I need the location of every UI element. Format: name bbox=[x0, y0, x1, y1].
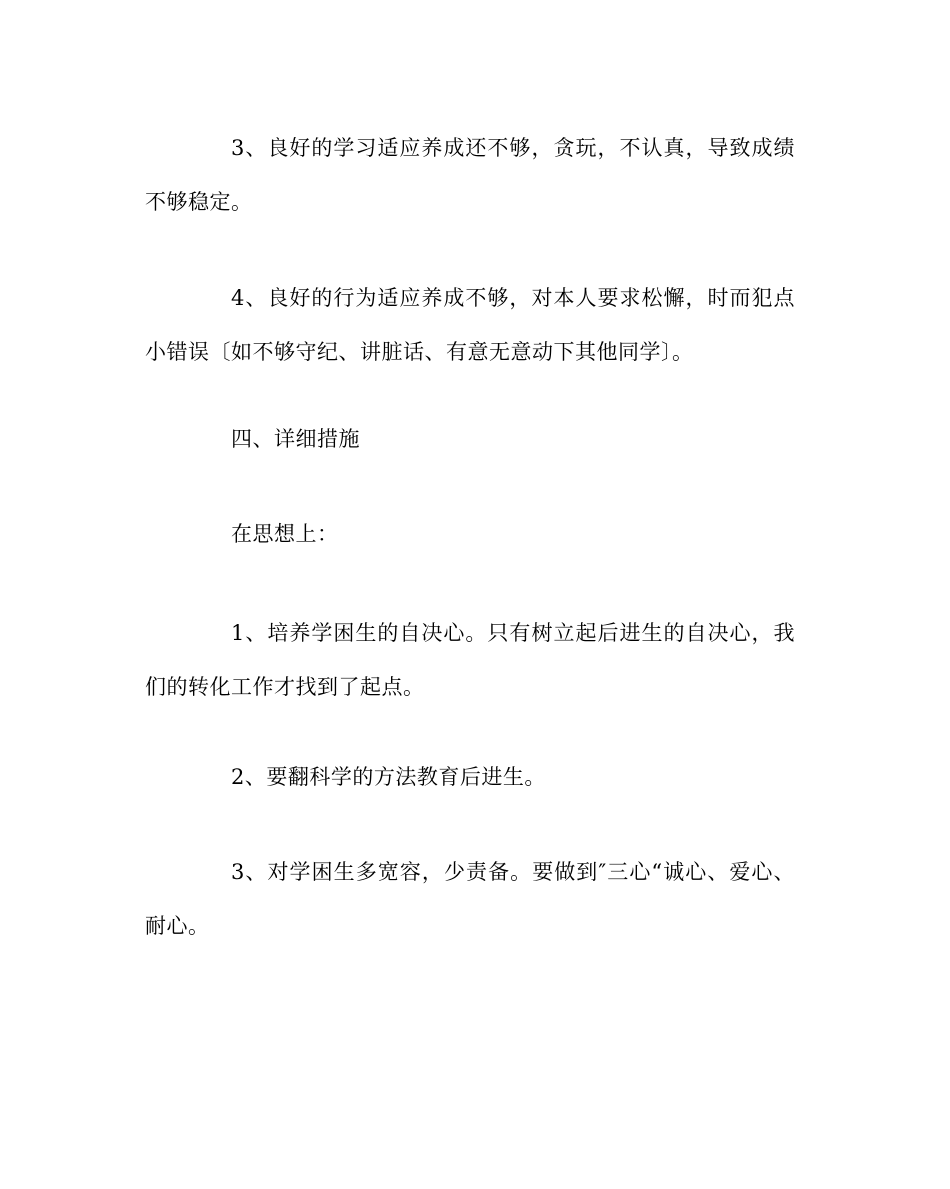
paragraph-study-habits: 3、良好的学习适应养成还不够，贪玩，不认真，导致成绩不够稳定。 bbox=[145, 136, 795, 214]
paragraph-confidence: 1、培养学困生的自决心。只有树立起后进生的自决心，我们的转化工作才找到了起点。 bbox=[145, 621, 795, 699]
paragraph-method: 2、要翻科学的方法教育后进生。 bbox=[231, 765, 546, 789]
paragraph-tolerance: 3、对学困生多宽容，少责备。要做到″三心“诚心、爱心、耐心。 bbox=[145, 860, 795, 938]
section-heading-measures: 四、详细措施 bbox=[231, 427, 360, 451]
subheading-ideology: 在思想上： bbox=[231, 522, 339, 546]
paragraph-behavior-habits: 4、良好的行为适应养成不够，对本人要求松懈，时而犯点小错误〔如不够守纪、讲脏话、有意无意动下其他同学〕。 bbox=[145, 286, 795, 364]
